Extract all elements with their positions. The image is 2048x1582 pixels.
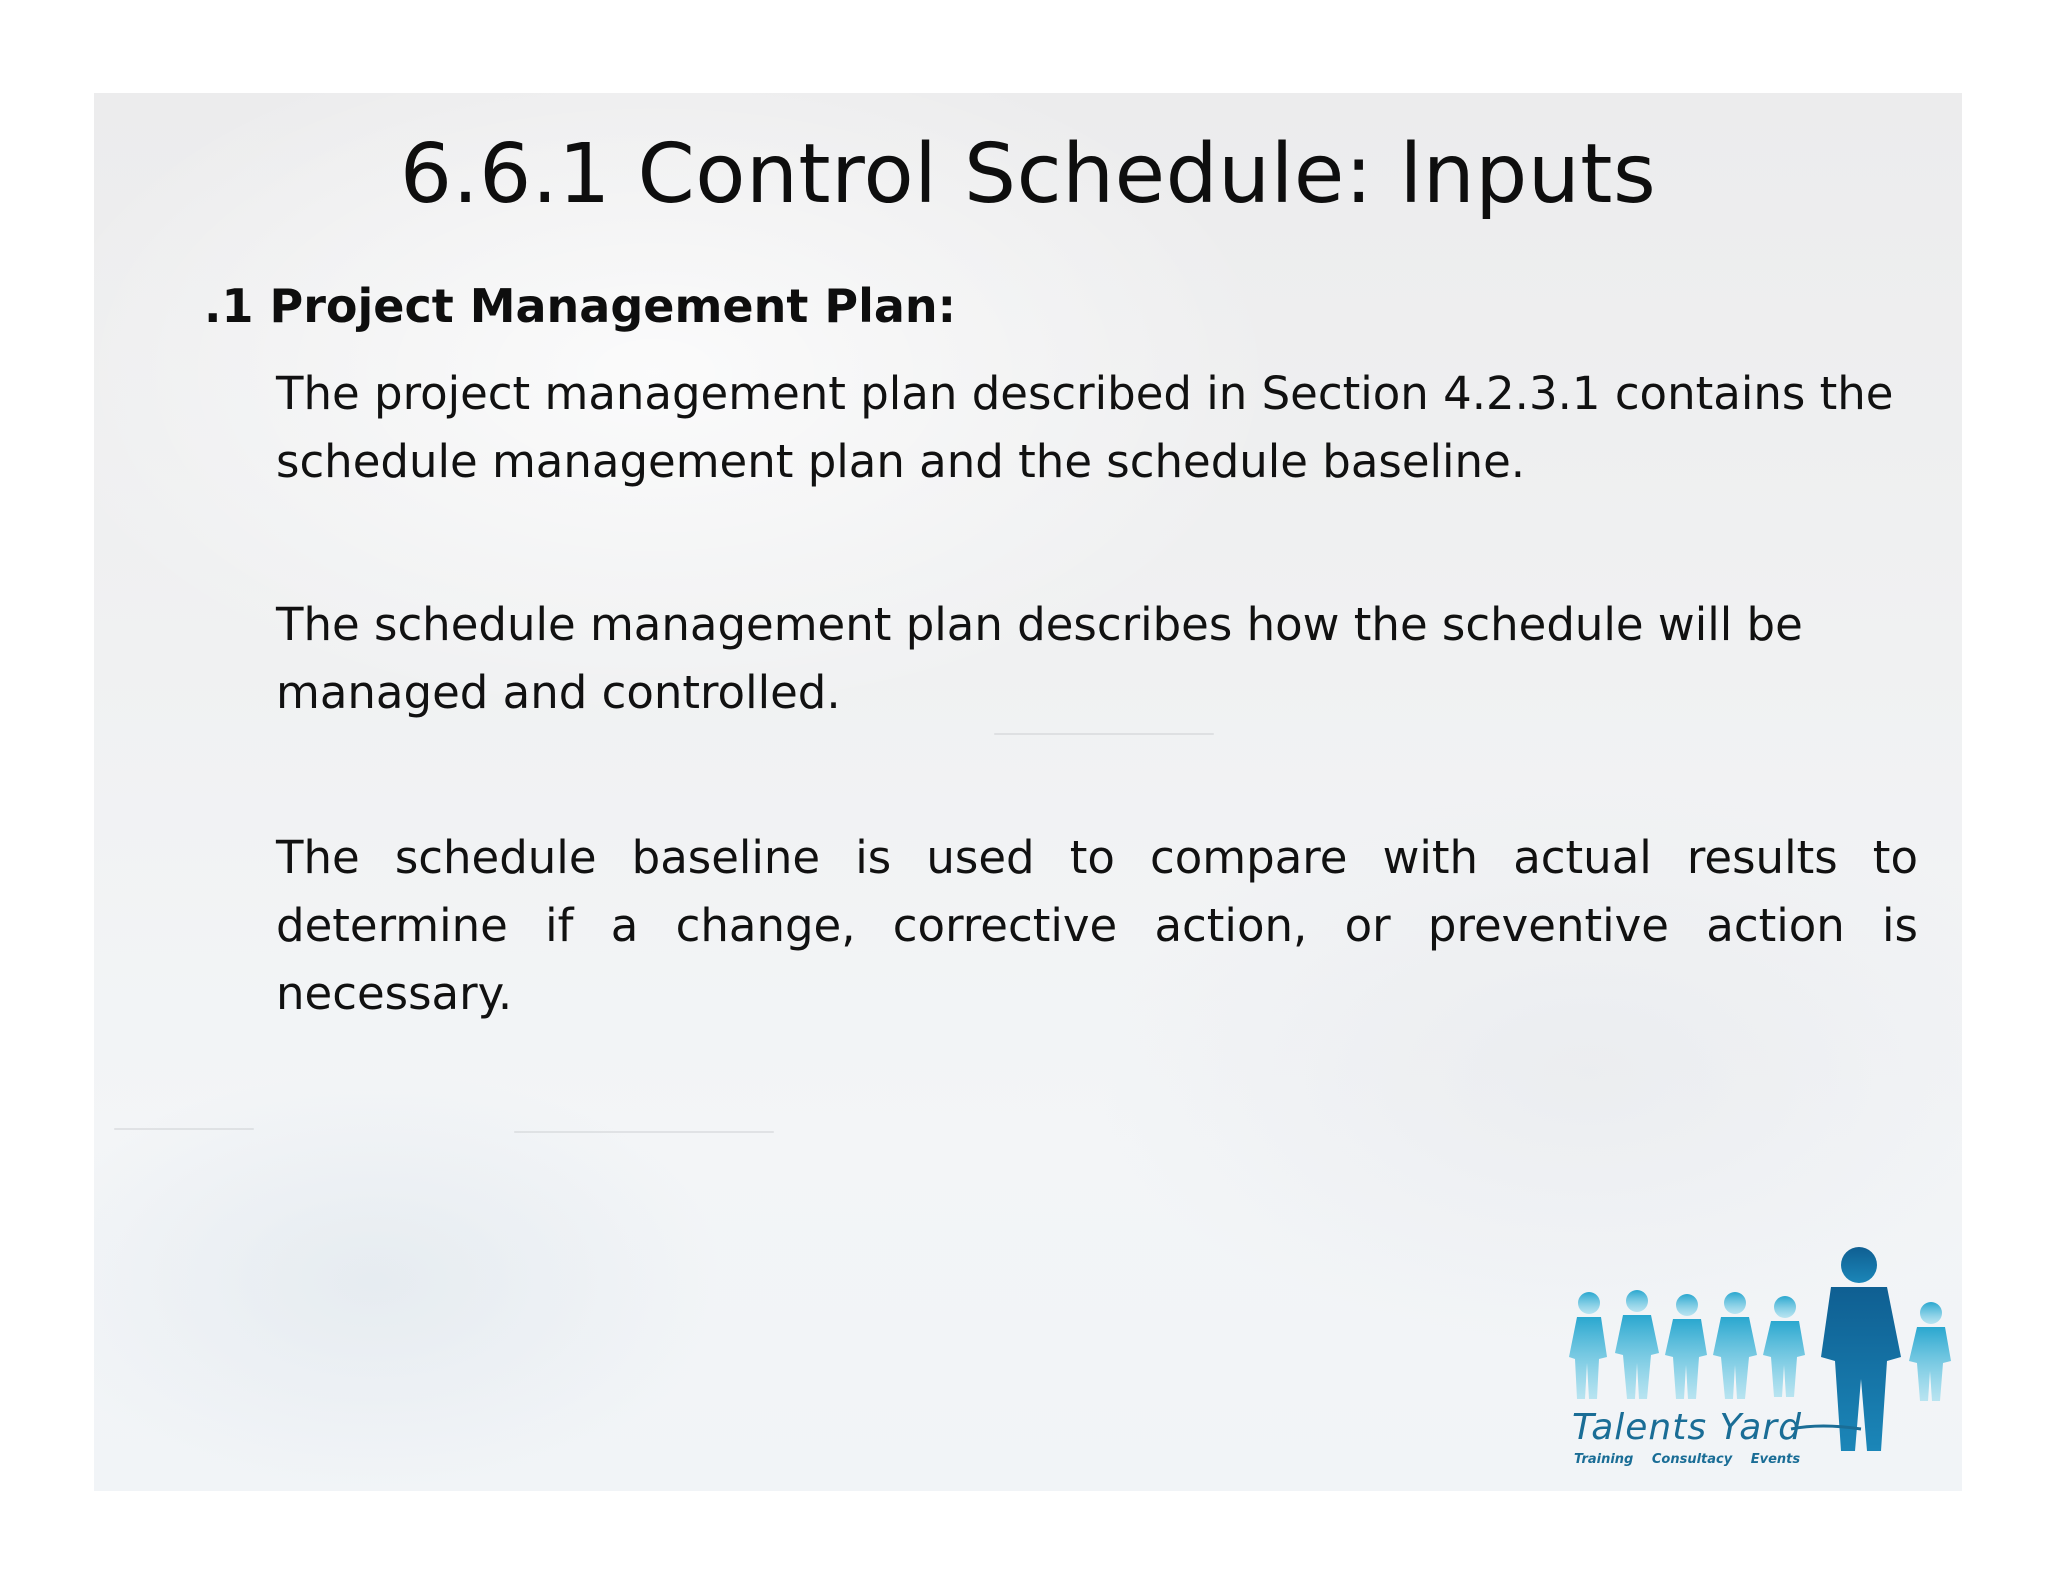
paragraph-1: The project management plan described in Section 4.2.3.1 contains the schedule management plan and the schedule baseline. xyxy=(276,367,1894,488)
section-heading: .1 Project Management Plan: xyxy=(204,279,957,333)
background-texture xyxy=(514,1131,774,1133)
slide xyxy=(94,93,1962,1491)
background-texture xyxy=(994,733,1214,735)
logo-tagline: Training Consultacy Events xyxy=(1574,1452,1801,1467)
background-texture xyxy=(114,1128,254,1130)
slide-title: 6.6.1 Control Schedule: lnputs xyxy=(399,127,1657,222)
logo-name: Talents Yard xyxy=(1572,1407,1802,1448)
paragraph-3: The schedule baseline is used to compare with actual results to determine if a change, corrective action, or preventive action is necessary. xyxy=(276,831,1918,1020)
paragraph-2: The schedule management plan describes how the schedule will be managed and controlled. xyxy=(276,598,1803,719)
